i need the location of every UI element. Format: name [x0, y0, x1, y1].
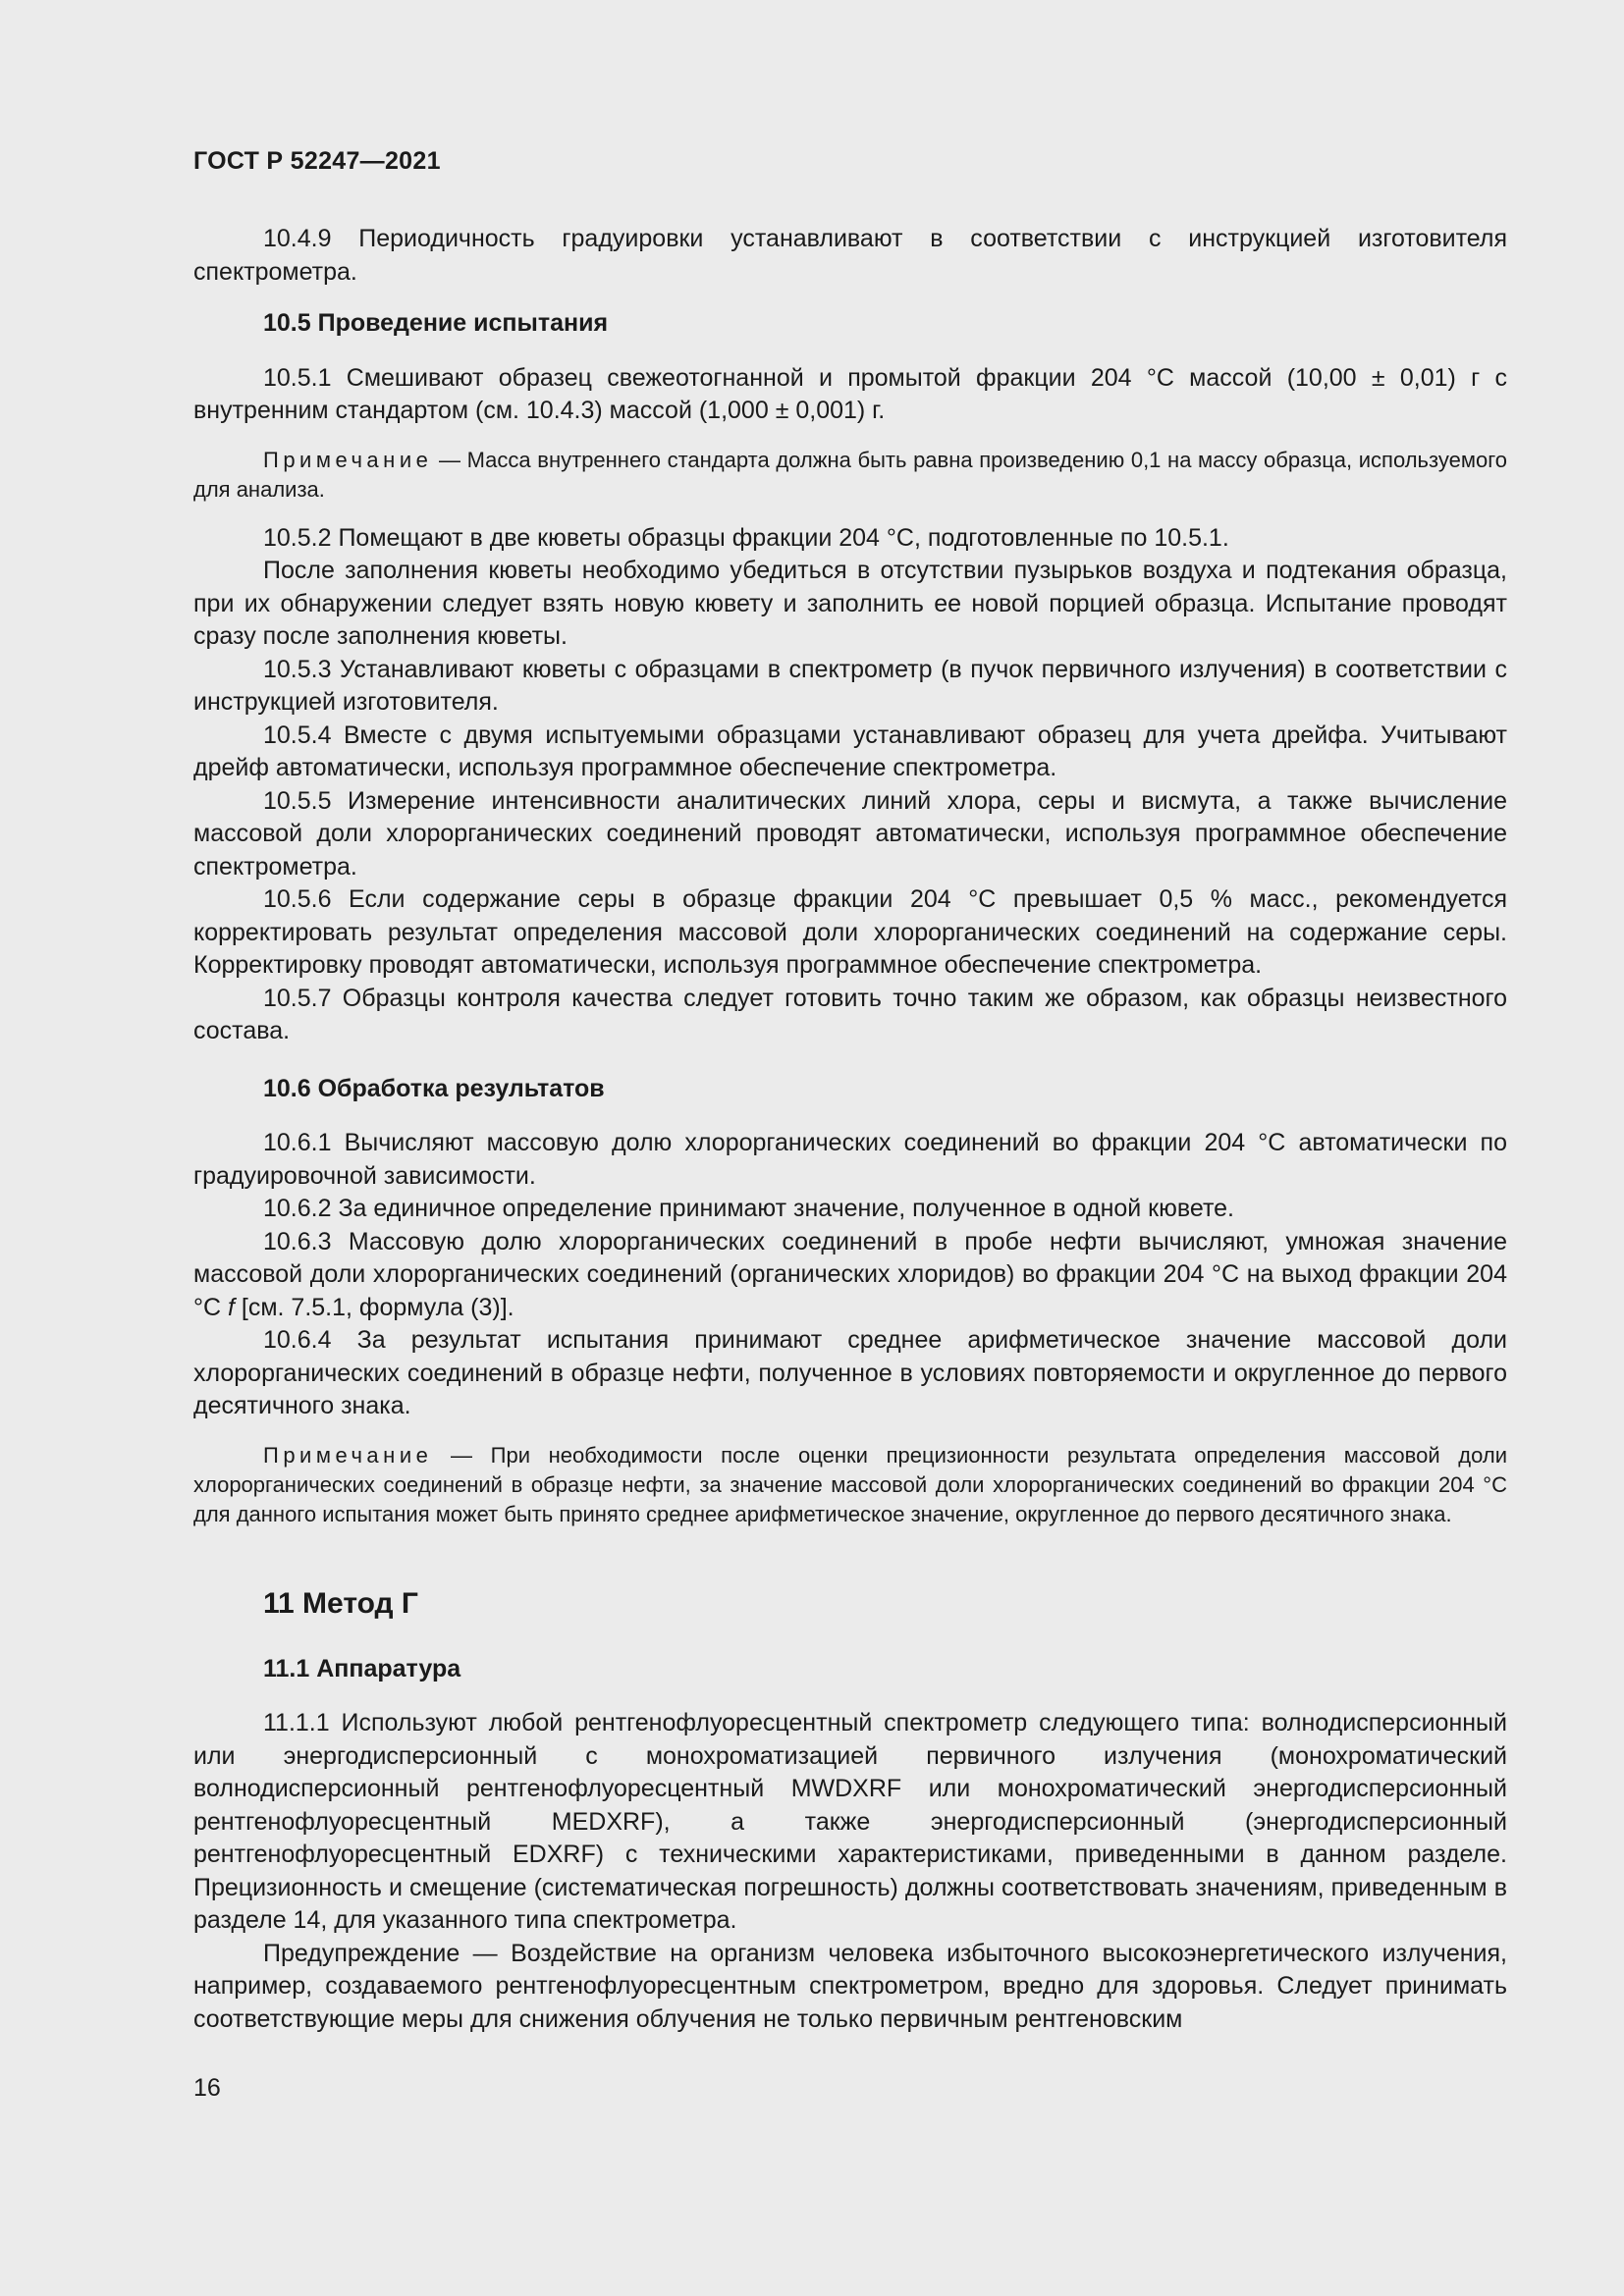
variable-f: f	[228, 1293, 235, 1321]
paragraph-10-6-3-ref: [см. 7.5.1, формула (3)].	[234, 1293, 514, 1321]
note-2-text: — При необходимости после оценки прецизионности результата определения массовой доли хлорорганических соединений в образце нефти, за значение массовой доли хлорорганических соединений во фракции 204 °С для данного испытания может быть принято среднее арифметическое значение, округленное до первого десятичного знака.	[193, 1442, 1507, 1526]
paragraph-warning: Предупреждение — Воздействие на организм человека избыточного высокоэнергетического излучения, например, создаваемого рентгенофлуоресцентным спектрометром, вредно для здоровья. Следует принимать соответствующие меры для снижения облучения не только первичным рентгеновским	[193, 1939, 1507, 2033]
paragraph-10-6-2: 10.6.2 За единичное определение принимают значение, полученное в одной кювете.	[263, 1195, 1234, 1222]
note-1	[193, 446, 1507, 505]
paragraph-10-5-4: 10.5.4 Вместе с двумя испытуемыми образцами устанавливают образец для учета дрейфа. Учитывают дрейф автоматически, используя программное обеспечение спектрометра.	[193, 721, 1507, 781]
paragraph-11-1-1: 11.1.1 Используют любой рентгенофлуоресцентный спектрометр следующего типа: волнодисперсионный или энергодисперсионный с монохроматизацией первичного излучения (монохроматический волнодисперсионный рентгенофлуоресцентный MWDXRF или монохроматический энергодисперсионный рентгенофлуоресцентный MEDXRF), а также энергодисперсионный (энергодисперсионный рентгенофлуоресцентный EDXRF) с техническими характеристиками, приведенными в данном разделе. Прецизионность и смещение (систематическая погрешность) должны соответствовать значениям, приведенным в разделе 14, для указанного типа спектрометра.	[193, 1709, 1507, 1934]
paragraph-10-5-6: 10.5.6 Если содержание серы в образце фракции 204 °С превышает 0,5 % масс., рекомендуется корректировать результат определения массовой доли хлорорганических соединений на содержание серы. Корректировку проводят автоматически, используя программное обеспечение спектрометра.	[193, 885, 1507, 979]
paragraph-10-6-3	[193, 1226, 1507, 1325]
note-2	[193, 1441, 1507, 1529]
heading-10-6: 10.6 Обработка результатов	[263, 1074, 605, 1102]
note-1-text: — Масса внутреннего стандарта должна быть равна произведению 0,1 на массу образца, используемого для анализа.	[193, 447, 1507, 502]
paragraph-10-5-5: 10.5.5 Измерение интенсивности аналитических линий хлора, серы и висмута, а также вычисление массовой доли хлорорганических соединений проводят автоматически, используя программное обеспечение спектрометра.	[193, 786, 1507, 881]
document-page	[193, 147, 1507, 2036]
heading-11: 11 Метод Г	[263, 1586, 418, 1620]
page-number: 16	[193, 2074, 221, 2102]
paragraph-10-5-2-continued: После заполнения кюветы необходимо убедиться в отсутствии пузырьков воздуха и подтекания образца, при их обнаружении следует взять новую кювету и заполнить ее новой порцией образца. Испытание проводят сразу после заполнения кюветы.	[193, 557, 1507, 650]
paragraph-10-5-3: 10.5.3 Устанавливают кюветы с образцами в спектрометр (в пучок первичного излучения) в соответствии с инструкцией изготовителя.	[193, 655, 1507, 716]
document-header: ГОСТ Р 52247—2021	[193, 147, 441, 175]
paragraph-10-5-2: 10.5.2 Помещают в две кюветы образцы фракции 204 °С, подготовленные по 10.5.1.	[263, 523, 1229, 552]
heading-10-5: 10.5 Проведение испытания	[263, 309, 609, 337]
note-label: Примечание	[263, 1442, 433, 1468]
paragraph-10-5-7: 10.5.7 Образцы контроля качества следует готовить точно таким же образом, как образцы неизвестного состава.	[193, 984, 1507, 1044]
heading-11-1: 11.1 Аппаратура	[263, 1654, 461, 1682]
paragraph-10-5-1: 10.5.1 Смешивают образец свежеотогнанной и промытой фракции 204 °С массой (10,00 ± 0,01) г с внутренним стандартом (см. 10.4.3) массой (1,000 ± 0,001) г.	[193, 363, 1507, 424]
paragraph-10-6-1: 10.6.1 Вычисляют массовую долю хлорорганических соединений во фракции 204 °С автоматически по градуировочной зависимости.	[193, 1129, 1507, 1190]
note-label: Примечание	[263, 447, 433, 472]
paragraph-10-4-9: 10.4.9 Периодичность градуировки устанавливают в соответствии с инструкцией изготовителя спектрометра.	[193, 225, 1507, 286]
paragraph-10-6-3-text: 10.6.3 Массовую долю хлорорганических соединений в пробе нефти вычисляют, умножая значение массовой доли хлорорганических соединений (органических хлоридов) во фракции 204 °С на выход фракции 204 °С	[193, 1227, 1507, 1321]
paragraph-10-6-4: 10.6.4 За результат испытания принимают среднее арифметическое значение массовой доли хлорорганических соединений в образце нефти, полученное в условиях повторяемости и округленное до первого десятичного знака.	[193, 1326, 1507, 1419]
